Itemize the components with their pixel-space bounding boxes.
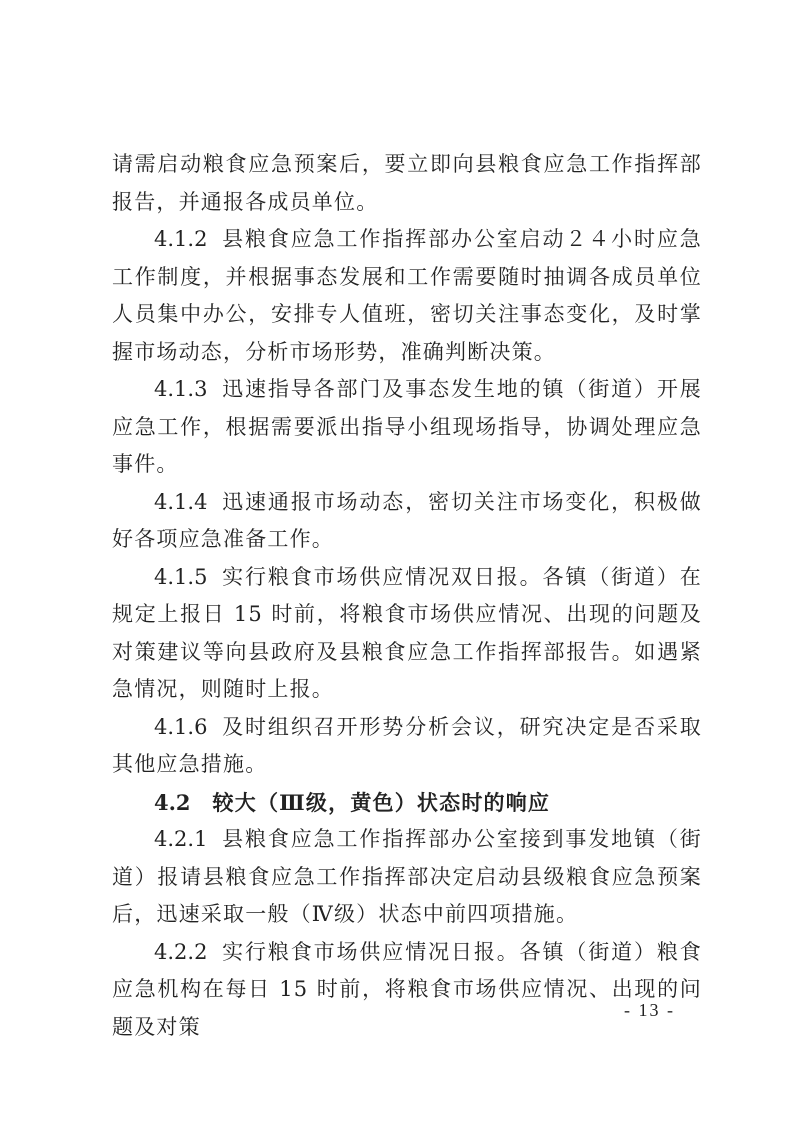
page-number: - 13 -	[624, 1000, 675, 1020]
paragraph-4-1-2	[112, 221, 702, 371]
section-number: 4.2	[154, 789, 191, 815]
document-body	[112, 146, 702, 1046]
section-number: 4.1.2	[154, 227, 208, 251]
paragraph-4-2-2	[112, 934, 702, 1047]
paragraph-text: 迅速指导各部门及事态发生地的镇（街道）开展应急工作，根据需要派出指导小组现场指导，协调处理应急事件。	[112, 377, 702, 476]
section-number: 4.1.5	[154, 564, 208, 589]
section-number: 4.2.2	[154, 939, 208, 964]
paragraph-4-1-6	[112, 709, 702, 784]
heading-text: 较大（Ⅲ级，黄色）状态时的响应	[212, 789, 551, 815]
section-number: 4.1.3	[154, 377, 208, 401]
paragraph-text: 迅速通报市场动态，密切关注市场变化，积极做好各项应急准备工作。	[112, 489, 702, 551]
section-number: 4.1.4	[154, 489, 208, 514]
section-heading-4-2	[112, 784, 702, 822]
paragraph-continuation	[112, 146, 702, 221]
paragraph-4-1-4	[112, 484, 702, 559]
section-number: 4.2.1	[154, 827, 208, 851]
paragraph-4-1-3	[112, 371, 702, 484]
paragraph-text: 及时组织召开形势分析会议，研究决定是否采取其他应急措施。	[112, 714, 702, 776]
paragraph-text: 实行粮食市场供应情况日报。各镇（街道）粮食应急机构在每日 15 时前，将粮食市场供应情况、出现的问题及对策	[112, 939, 702, 1039]
paragraph-text: 请需启动粮食应急预案后，要立即向县粮食应急工作指挥部报告，并通报各成员单位。	[112, 152, 702, 214]
paragraph-text: 实行粮食市场供应情况双日报。各镇（街道）在规定上报日 15 时前，将粮食市场供应情况、出现的问题及对策建议等向县政府及县粮食应急工作指挥部报告。如遇紧急情况，则随时上报。	[112, 564, 702, 701]
paragraph-text: 县粮食应急工作指挥部办公室启动２４小时应急工作制度，并根据事态发展和工作需要随时抽调各成员单位人员集中办公，安排专人值班，密切关注事态变化，及时掌握市场动态，分析市场形势，准确判断决策。	[112, 227, 702, 364]
section-number: 4.1.6	[154, 714, 208, 739]
paragraph-4-2-1	[112, 821, 702, 934]
paragraph-4-1-5	[112, 559, 702, 709]
paragraph-text: 县粮食应急工作指挥部办公室接到事发地镇（街道）报请县粮食应急工作指挥部决定启动县级粮食应急预案后，迅速采取一般（Ⅳ级）状态中前四项措施。	[112, 827, 702, 926]
